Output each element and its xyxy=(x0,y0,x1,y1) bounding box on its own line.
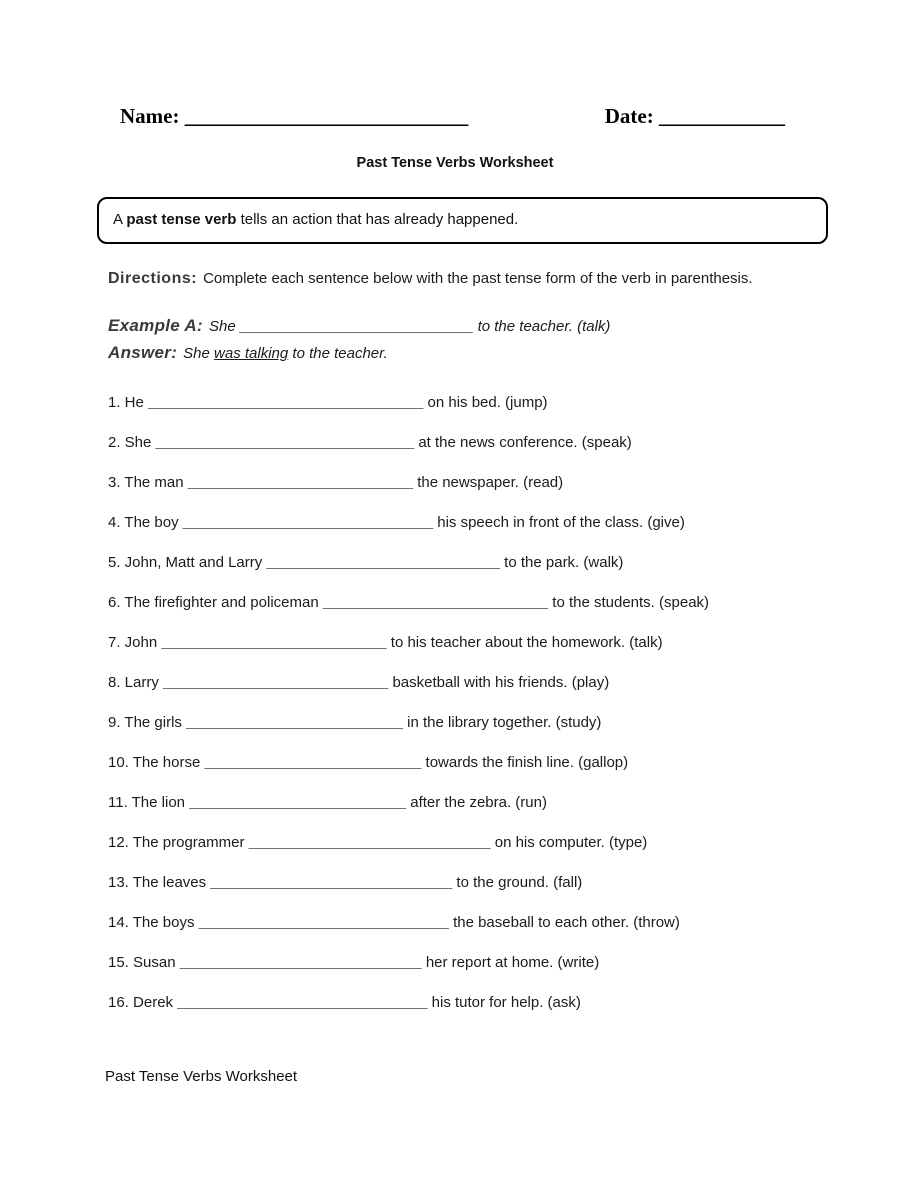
worksheet-item xyxy=(108,391,910,414)
write-in-blank: _________________________________ xyxy=(148,394,424,411)
write-in-blank: ____________________________ xyxy=(266,554,501,571)
example-blank: ____________________________ xyxy=(239,318,474,335)
sentence-post: on his bed. (jump) xyxy=(423,394,548,411)
footer-title: Past Tense Verbs Worksheet xyxy=(105,1068,298,1085)
write-in-blank: ___________________________ xyxy=(161,634,387,651)
sentence-post: his speech in front of the class. (give) xyxy=(433,514,685,531)
page-title: Past Tense Verbs Worksheet xyxy=(356,155,554,171)
write-in-blank: __________________________ xyxy=(204,754,422,771)
sentence-pre: 12. The programmer xyxy=(108,834,249,851)
directions xyxy=(108,265,763,293)
write-in-blank: _____________________________ xyxy=(248,834,491,851)
definition-prefix: A xyxy=(113,211,127,228)
worksheet-item xyxy=(108,711,910,734)
sentence-pre: 11. The lion xyxy=(108,794,190,811)
example-line xyxy=(108,313,910,340)
sentence-pre: 6. The firefighter and policeman xyxy=(108,594,323,611)
definition-term: past tense verb xyxy=(126,211,237,228)
sentence-post: in the library together. (study) xyxy=(403,714,602,731)
sentence-pre: 2. She xyxy=(108,434,156,451)
example-pre: She xyxy=(208,318,240,335)
sentence-pre: 9. The girls xyxy=(108,714,187,731)
name-label: Name: xyxy=(120,104,180,128)
worksheet-item xyxy=(108,751,910,774)
date-label: Date: xyxy=(604,104,654,128)
example-block xyxy=(108,313,910,367)
write-in-blank: _____________________________ xyxy=(210,874,453,891)
sentence-pre: 13. The leaves xyxy=(108,874,211,891)
sentence-pre: 5. John, Matt and Larry xyxy=(108,554,267,571)
sentence-post: to the park. (walk) xyxy=(500,554,624,571)
worksheet-item xyxy=(108,551,910,574)
directions-label: Directions: xyxy=(108,270,198,287)
worksheet-item xyxy=(108,991,910,1014)
sentence-pre: 3. The man xyxy=(108,474,188,491)
sentence-post: to the ground. (fall) xyxy=(452,874,583,891)
date-blank: ____________ xyxy=(659,104,785,128)
sentence-post: the newspaper. (read) xyxy=(413,474,564,491)
sentence-post: basketball with his friends. (play) xyxy=(388,674,610,691)
directions-text: Complete each sentence below with the past tense form of the verb in parenthesis. xyxy=(203,270,753,287)
date-field xyxy=(605,104,785,129)
worksheet-item xyxy=(108,831,910,854)
answer-pre: She xyxy=(183,345,215,362)
write-in-blank: _______________________________ xyxy=(155,434,415,451)
definition-suffix: tells an action that has already happened. xyxy=(236,211,519,228)
write-in-blank: ______________________________ xyxy=(177,994,428,1011)
example-label: Example A: xyxy=(108,316,203,335)
example-post: to the teacher. (talk) xyxy=(473,318,611,335)
name-blank: ___________________________ xyxy=(184,104,469,128)
worksheet-item xyxy=(108,471,910,494)
header-row xyxy=(120,104,785,129)
worksheet-item xyxy=(108,871,910,894)
answer-label: Answer: xyxy=(108,343,178,362)
sentence-post: the baseball to each other. (throw) xyxy=(448,914,680,931)
worksheet-items xyxy=(108,391,910,1014)
worksheet-item xyxy=(108,631,910,654)
answer-underlined: was talking xyxy=(214,345,289,362)
sentence-pre: 4. The boy xyxy=(108,514,183,531)
worksheet-item xyxy=(108,511,910,534)
write-in-blank: __________________________ xyxy=(189,794,407,811)
worksheet-item xyxy=(108,671,910,694)
worksheet-item xyxy=(108,951,910,974)
write-in-blank: _____________________________ xyxy=(179,954,422,971)
sentence-pre: 15. Susan xyxy=(108,954,180,971)
write-in-blank: ______________________________ xyxy=(198,914,449,931)
sentence-post: his tutor for help. (ask) xyxy=(427,994,581,1011)
sentence-pre: 14. The boys xyxy=(108,914,199,931)
sentence-post: after the zebra. (run) xyxy=(406,794,547,811)
worksheet-item xyxy=(108,591,910,614)
sentence-post: her report at home. (write) xyxy=(421,954,600,971)
sentence-post: to his teacher about the homework. (talk) xyxy=(386,634,663,651)
sentence-pre: 7. John xyxy=(108,634,162,651)
write-in-blank: ___________________________ xyxy=(322,594,549,611)
name-field xyxy=(120,104,468,129)
worksheet-item xyxy=(108,431,910,454)
write-in-blank: __________________________ xyxy=(186,714,403,731)
sentence-pre: 10. The horse xyxy=(108,754,205,771)
sentence-post: at the news conference. (speak) xyxy=(414,434,632,451)
sentence-post: towards the finish line. (gallop) xyxy=(421,754,629,771)
write-in-blank: ______________________________ xyxy=(182,514,434,531)
write-in-blank: ___________________________ xyxy=(187,474,414,491)
sentence-pre: 8. Larry xyxy=(108,674,164,691)
sentence-post: to the students. (speak) xyxy=(548,594,710,611)
write-in-blank: ___________________________ xyxy=(163,674,389,691)
answer-line xyxy=(108,340,910,367)
worksheet-item xyxy=(108,911,910,934)
definition-box xyxy=(97,197,828,244)
answer-post: to the teacher. xyxy=(288,345,388,362)
worksheet-item xyxy=(108,791,910,814)
sentence-post: on his computer. (type) xyxy=(490,834,648,851)
sentence-pre: 1. He xyxy=(108,394,149,411)
sentence-pre: 16. Derek xyxy=(108,994,178,1011)
